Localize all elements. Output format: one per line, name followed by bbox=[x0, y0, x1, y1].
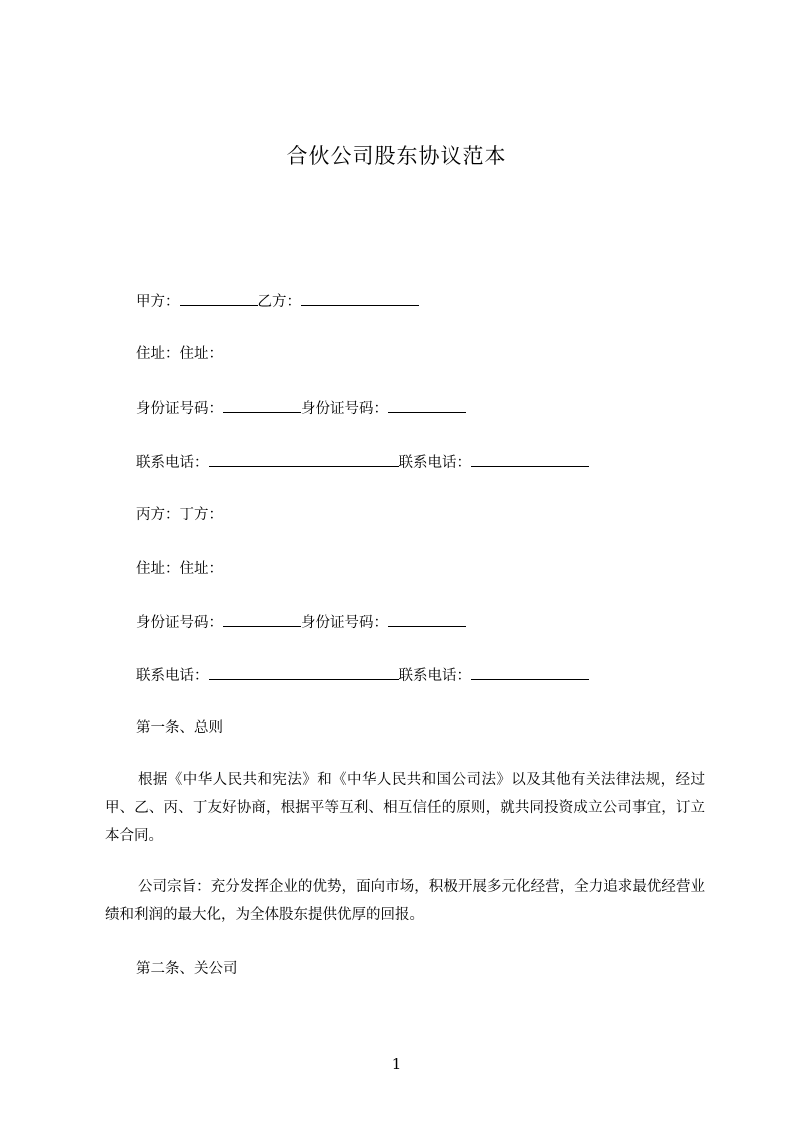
phone-blank bbox=[471, 452, 589, 467]
id-label: 身份证号码： bbox=[136, 401, 223, 417]
phone-line bbox=[136, 452, 589, 473]
phone-label: 联系电话： bbox=[136, 668, 209, 684]
phone-line bbox=[136, 665, 589, 686]
phone-blank bbox=[471, 665, 589, 680]
party-b-label: 乙方： bbox=[257, 294, 301, 310]
id-label: 身份证号码： bbox=[136, 615, 223, 631]
phone-label: 联系电话： bbox=[398, 668, 471, 684]
id-label: 身份证号码： bbox=[301, 401, 388, 417]
purpose-paragraph: 公司宗旨：充分发挥企业的优势，面向市场，积极开展多元化经营，全力追求最优经营业绩和利润的最大化，为全体股东提供优厚的回报。 bbox=[105, 879, 705, 923]
article-2-heading: 第二条、关公司 bbox=[136, 961, 238, 977]
phone-label: 联系电话： bbox=[398, 455, 471, 471]
address-line: 住址：住址： bbox=[136, 561, 223, 577]
id-blank bbox=[223, 398, 301, 413]
article-1-paragraph: 根据《中华人民共和宪法》和《中华人民共和国公司法》以及其他有关法律法规，经过甲、乙、丙、丁友好协商，根据平等互利、相互信任的原则，就共同投资成立公司事宜，订立本合同。 bbox=[105, 772, 705, 844]
id-label: 身份证号码： bbox=[301, 615, 388, 631]
id-number-line bbox=[136, 612, 466, 633]
party-b-blank bbox=[301, 291, 419, 306]
id-number-line bbox=[136, 398, 466, 419]
id-blank bbox=[388, 612, 466, 627]
page-title: 合伙公司股东协议范本 bbox=[286, 144, 507, 168]
phone-blank bbox=[209, 665, 399, 680]
phone-label: 联系电话： bbox=[136, 455, 209, 471]
party-a-label: 甲方： bbox=[136, 294, 180, 310]
id-blank bbox=[223, 612, 301, 627]
page-number: 1 bbox=[391, 1055, 402, 1073]
address-line: 住址：住址： bbox=[136, 346, 223, 362]
article-1-heading: 第一条、总则 bbox=[136, 720, 223, 736]
id-blank bbox=[388, 398, 466, 413]
party-cd-line: 丙方：丁方： bbox=[136, 507, 223, 523]
party-a-blank bbox=[180, 291, 258, 306]
phone-blank bbox=[209, 452, 399, 467]
party-ab-line bbox=[136, 291, 419, 312]
